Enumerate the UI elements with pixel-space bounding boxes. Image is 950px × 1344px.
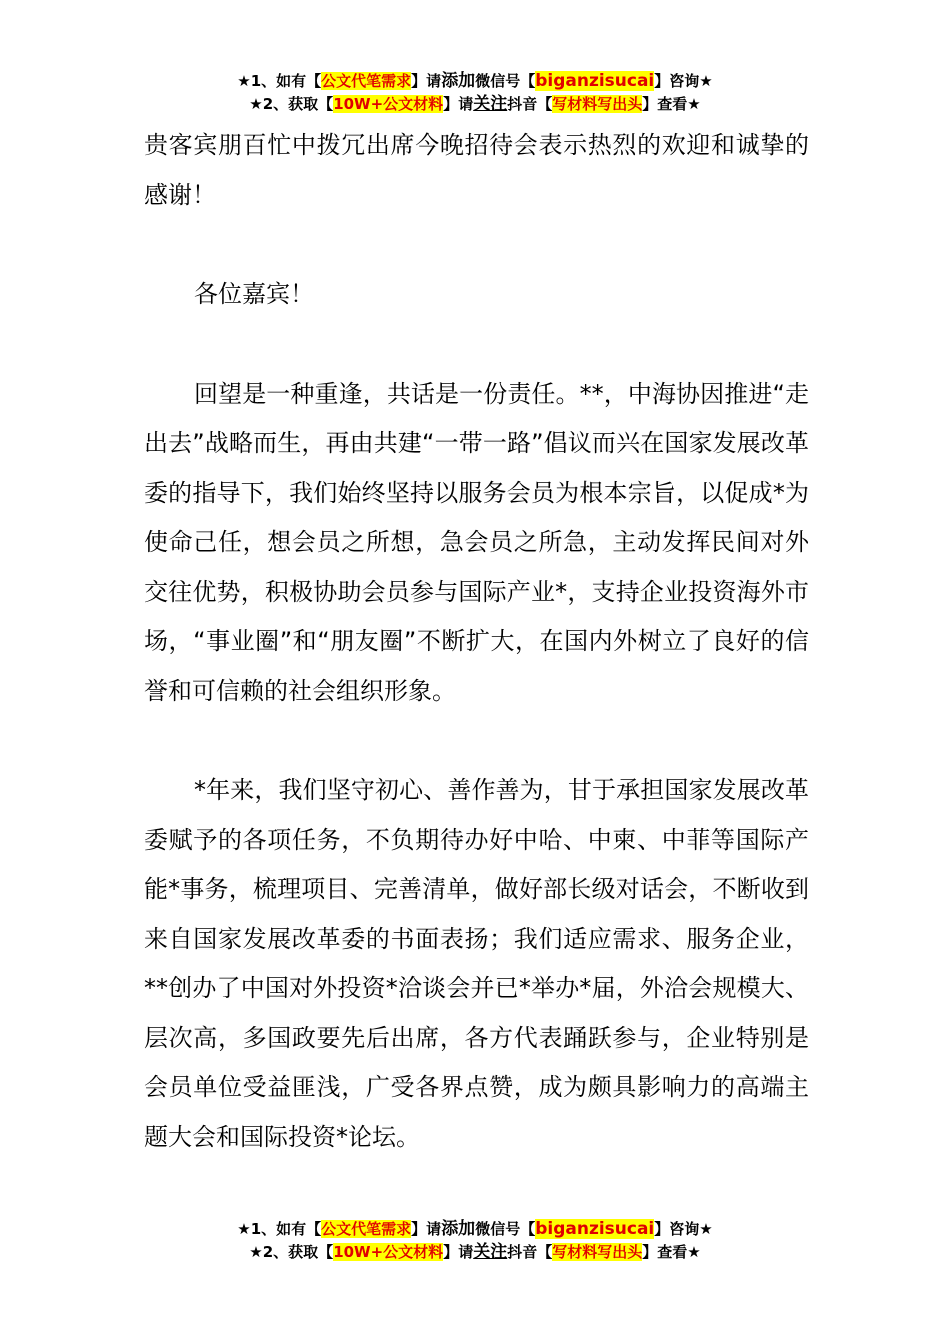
banner-line-2: [0, 93, 950, 116]
banner-text: 】查看★: [642, 95, 701, 113]
banner-highlight: 10W+公文材料: [333, 1243, 444, 1261]
banner-highlight: 公文代笔需求: [321, 1220, 412, 1238]
banner-text: 】查看★: [642, 1243, 701, 1261]
banner-text: ★2、获取【: [249, 1243, 334, 1261]
banner-wechat-id: biganzisucai: [535, 1219, 655, 1239]
header-banner: [0, 70, 950, 116]
banner-wechat-id: biganzisucai: [535, 71, 655, 91]
banner-text: ★1、如有【: [237, 72, 322, 90]
paragraph-salutation: 各位嘉宾！: [194, 280, 314, 308]
banner-emphasis: 关注: [473, 94, 508, 114]
banner-emphasis: 添加: [441, 71, 476, 91]
banner-text: 】请: [411, 72, 442, 90]
banner-text: 】咨询★: [654, 1220, 713, 1238]
banner-text: ★2、获取【: [249, 95, 334, 113]
banner-douyin-id: 写材料写出头: [552, 95, 643, 113]
banner-text: 抖音【: [507, 95, 553, 113]
banner-highlight: 10W+公文材料: [333, 95, 444, 113]
banner-text: 】请: [411, 1220, 442, 1238]
banner-text: 微信号【: [475, 72, 536, 90]
banner-text: 】咨询★: [654, 72, 713, 90]
banner-line-1: [0, 70, 950, 93]
paragraph-achievements: *年来，我们坚守初心、善作善为，甘于承担国家发展改革委赋予的各项任务，不负期待办好中哈、中柬、中菲等国际产能*事务，梳理项目、完善清单，做好部长级对话会，不断收到来自国家发展改革委的书面表扬；我们适应需求、服务企业，**创办了中国对外投资*洽谈会并已*举办*届，外洽会规模大、层次高，多国政要先后出席，各方代表踊跃参与，企业特别是会员单位受益匪浅，广受各界点赞，成为颇具影响力的高端主题大会和国际投资*论坛。: [144, 776, 809, 1151]
banner-text: 】请: [443, 1243, 474, 1261]
banner-douyin-id: 写材料写出头: [552, 1243, 643, 1261]
banner-emphasis: 添加: [441, 1219, 476, 1239]
document-body: [144, 121, 809, 1162]
banner-line-1: [0, 1218, 950, 1241]
banner-text: ★1、如有【: [237, 1220, 322, 1238]
banner-text: 】请: [443, 95, 474, 113]
footer-banner: [0, 1218, 950, 1264]
banner-line-2: [0, 1241, 950, 1264]
banner-text: 微信号【: [475, 1220, 536, 1238]
banner-emphasis: 关注: [473, 1242, 508, 1262]
banner-text: 抖音【: [507, 1243, 553, 1261]
paragraph-review: 回望是一种重逢，共话是一份责任。**，中海协因推进“走出去”战略而生，再由共建“一带一路”倡议而兴在国家发展改革委的指导下，我们始终坚持以服务会员为根本宗旨，以促成*为使命己任，想会员之所想，急会员之所急，主动发挥民间对外交往优势，积极协助会员参与国际产业*，支持企业投资海外市场，“事业圈”和“朋友圈”不断扩大，在国内外树立了良好的信誉和可信赖的社会组织形象。: [144, 379, 809, 705]
paragraph-opening: 贵客宾朋百忙中拨冗出席今晚招待会表示热烈的欢迎和诚挚的感谢！: [144, 131, 809, 209]
banner-highlight: 公文代笔需求: [321, 72, 412, 90]
